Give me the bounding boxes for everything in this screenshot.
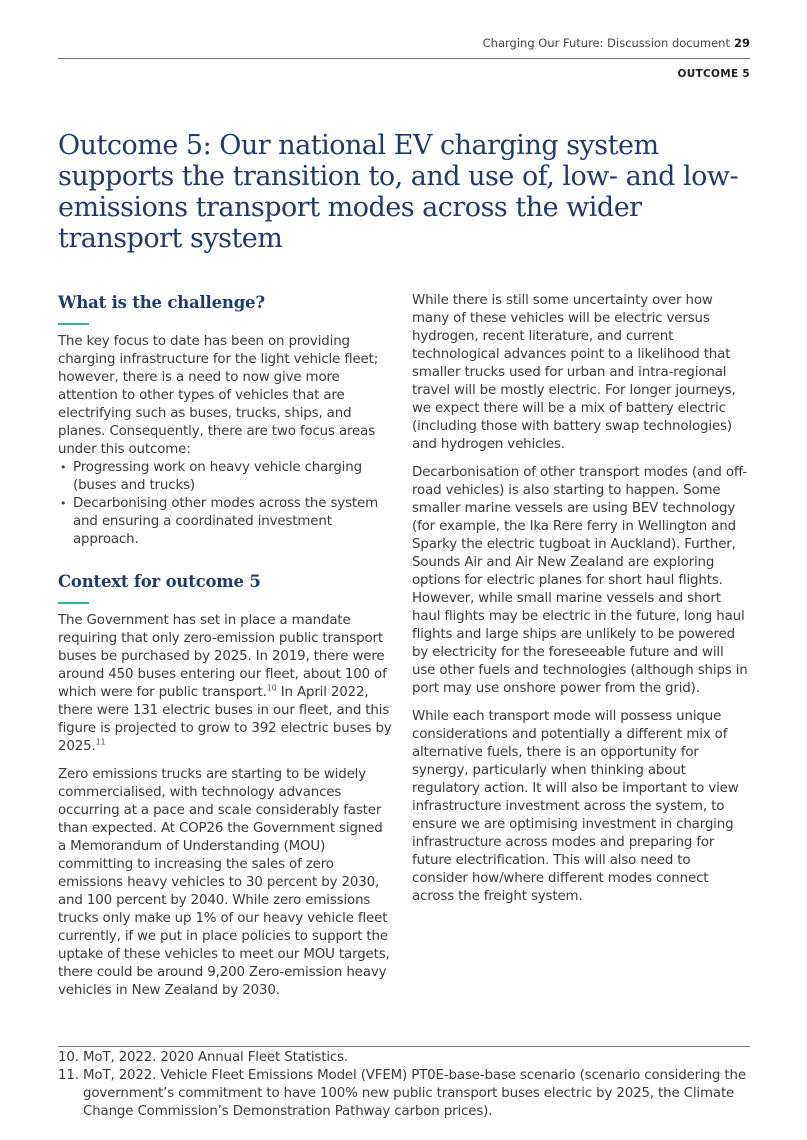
footnote: 10. MoT, 2022. 2020 Annual Fleet Statistics. xyxy=(58,1050,349,1065)
list-item: • Decarbonising other modes across the system and ensuring a coordinated investment approach. xyxy=(58,495,394,549)
list-item: • Progressing work on heavy vehicle charging (buses and trucks) xyxy=(58,459,394,495)
context-paragraph-1: The Government has set in place a mandate requiring that only zero-emission public transport buses be purchased by 2025. In 2019, there were around 450 buses entering our fleet, about 100 of which were for public transport.$^{10}$ In April 2022, there were 131 electric buses in our fleet, and this figure is projected to grow to 392 electric buses by 2025.11 xyxy=(58,613,392,754)
footnote: 11. MoT, 2022. Vehicle Fleet Emissions Model (VFEM) PT0E-base-base scenario (scenario considering the government’s commitment to have 100% new public transport buses electric by 2025, the Climate Change Commission’s Demonstration Pathway carbon prices). xyxy=(58,1068,746,1119)
heading-accent-rule xyxy=(58,602,89,604)
running-header xyxy=(483,36,750,50)
footnote-ref: 11 xyxy=(95,737,106,747)
footnotes xyxy=(58,1049,750,1121)
footnote-divider xyxy=(58,1046,750,1047)
right-paragraph-2: Decarbonisation of other transport modes (and off-road vehicles) is also starting to happen. Some smaller marine vessels are using BEV technology (for example, the Ika Rere ferry in Wellington and Sparky the electric tugboat in Auckland). Further, Sounds Air and Air New Zealand are exploring options for electric planes for short haul flights. However, while small marine vessels and short haul flights may be electric in the future, long haul flights and large ships are unlikely to be powered by electricity for the foreseeable future and will use other fuels and technologies (although ships in port may use onshore power from the grid). xyxy=(412,465,748,696)
right-column xyxy=(412,292,748,916)
header-divider xyxy=(58,58,750,59)
page-title: Outcome 5: Our national EV charging system supports the transition to, and use of, low- and low-emissions transport modes across the wider transport system xyxy=(58,130,739,254)
heading-accent-rule xyxy=(58,323,89,325)
page-header xyxy=(58,36,750,58)
right-paragraph-1: While there is still some uncertainty over how many of these vehicles will be electric versus hydrogen, recent literature, and current technological advances point to a likelihood that smaller trucks used for urban and intra-regional travel will be mostly electric. For longer journeys, we expect there will be a mix of battery electric (including those with battery swap technologies) and hydrogen vehicles. xyxy=(412,293,736,452)
context-heading: Context for outcome 5 xyxy=(58,572,261,591)
page-number: 29 xyxy=(733,36,750,50)
right-paragraph-3: While each transport mode will possess unique considerations and potentially a different mix of alternative fuels, there is an opportunity for synergy, particularly when thinking about regulatory action. It will also be important to view infrastructure investment across the system, to ensure we are optimising investment in charging infrastructure across modes and preparing for future electrification. This will also need to consider how/where different modes connect across the freight system. xyxy=(412,709,739,904)
footnote-ref: 10 xyxy=(266,683,277,693)
context-paragraph-2: Zero emissions trucks are starting to be widely commercialised, with technology advances occurring at a pace and scale considerably faster than expected. At COP26 the Government signed a Memorandum of Understanding (MOU) committing to increasing the sales of zero emissions heavy vehicles to 30 percent by 2030, and 100 percent by 2040. While zero emissions trucks only make up 1% of our heavy vehicle fleet currently, if we put in place policies to support the uptake of these vehicles to meet our MOU targets, there could be around 9,200 Zero-emission heavy vehicles in New Zealand by 2030. xyxy=(58,767,390,998)
challenge-intro: The key focus to date has been on providing charging infrastructure for the light vehicle fleet; however, there is a need to now give more attention to other types of vehicles that are electrifying such as buses, trucks, ships, and planes. Consequently, there are two focus areas under this outcome: xyxy=(58,334,379,457)
section-label: OUTCOME 5 xyxy=(677,68,750,80)
left-column xyxy=(58,292,394,1010)
challenge-heading: What is the challenge? xyxy=(58,293,265,312)
document-title: Charging Our Future: Discussion document xyxy=(482,36,730,50)
focus-areas-list xyxy=(58,459,394,549)
